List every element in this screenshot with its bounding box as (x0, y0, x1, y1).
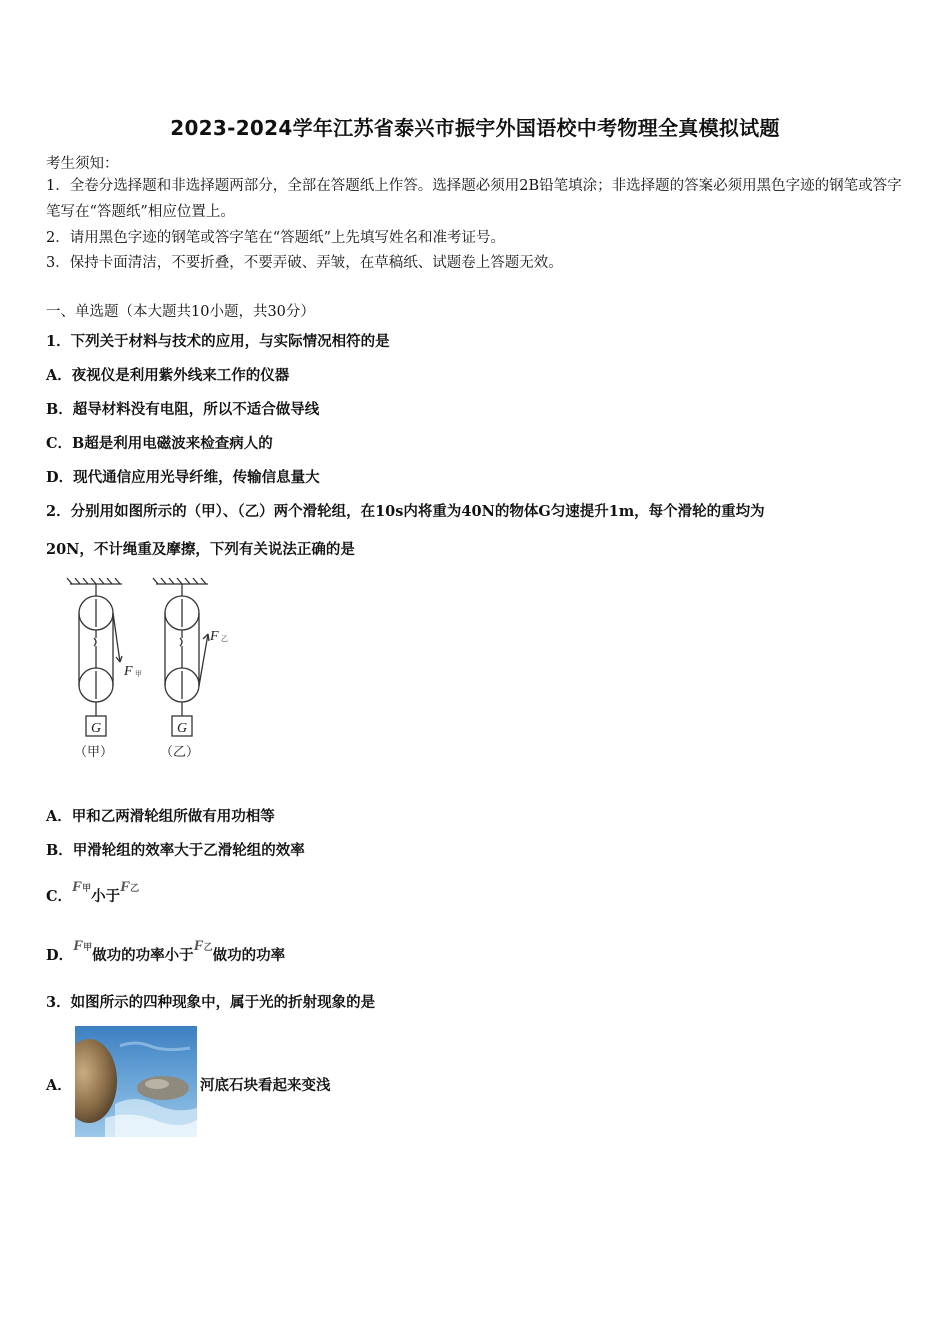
question-2-stem-line1: 2．分别用如图所示的（甲）、（乙）两个滑轮组，在10s内将重为40N的物体G匀速提升1m，每个滑轮的重均为 (46, 503, 765, 520)
pulley-diagram (58, 576, 258, 776)
option-d-text: 做功的功率小于 (92, 947, 194, 964)
sub-yi: 乙 (203, 942, 213, 952)
question-2-option-d (46, 934, 286, 964)
notice-item-1: 1．全卷分选择题和非选择题两部分，全部在答题纸上作答。选择题必须用2B铅笔填涂；非选择题的答案必须用黑色字迹的钢笔或答字笔写在“答题纸”相应位置上。 (46, 178, 902, 220)
question-1-option-b: B．超导材料没有电阻，所以不适合做导线 (46, 401, 320, 418)
block-label-right: G (177, 721, 188, 736)
question-2-stem-line2: 20N，不计绳重及摩擦，下列有关说法正确的是 (46, 541, 355, 558)
sub-yi: 乙 (130, 883, 140, 893)
force-sub-left: 甲 (135, 670, 142, 678)
sub-jia: 甲 (82, 883, 92, 893)
f-symbol: F (120, 879, 131, 895)
question-2-option-c (46, 875, 140, 905)
caption-right: （乙） (160, 745, 200, 760)
question-3-option-a-prefix: A． (46, 1077, 72, 1094)
f-jia-symbol (72, 879, 91, 895)
block-label-left: G (91, 721, 102, 736)
riverbed-stone-photo (75, 1026, 197, 1137)
f-yi-symbol (120, 879, 139, 895)
question-2-option-b: B．甲滑轮组的效率大于乙滑轮组的效率 (46, 842, 305, 859)
question-3-stem: 3．如图所示的四种现象中，属于光的折射现象的是 (46, 994, 376, 1011)
f-symbol: F (193, 938, 204, 954)
option-d-prefix: D． (46, 947, 74, 964)
option-c-prefix: C． (46, 888, 73, 905)
question-2-option-a: A．甲和乙两滑轮组所做有用功相等 (46, 808, 275, 825)
notice-heading: 考生须知： (46, 156, 119, 172)
page-title: 2023-2024学年江苏省泰兴市振宇外国语校中考物理全真模拟试题 (170, 116, 780, 140)
f-symbol: F (72, 879, 83, 895)
question-1-option-d: D．现代通信应用光导纤维，传输信息量大 (46, 469, 320, 486)
sub-jia: 甲 (83, 942, 93, 952)
question-1-option-a: A．夜视仪是利用紫外线来工作的仪器 (46, 367, 290, 384)
pulley-figure (58, 576, 258, 780)
option-d-suffix: 做功的功率 (212, 947, 286, 964)
option-c-text: 小于 (91, 888, 121, 905)
question-1-option-c: C．B超是利用电磁波来检查病人的 (46, 435, 273, 452)
f-yi-symbol (194, 938, 213, 954)
question-3-option-a-text: 河底石块看起来变浅 (200, 1077, 331, 1094)
force-label-right: F (210, 629, 219, 644)
f-jia-symbol (73, 938, 92, 954)
question-1-stem: 1．下列关于材料与技术的应用，与实际情况相符的是 (46, 333, 390, 350)
caption-left: （甲） (74, 745, 114, 760)
section-heading: 一、单选题（本大题共10小题，共30分） (46, 304, 315, 320)
notice-item-3: 3．保持卡面清洁，不要折叠，不要弄破、弄皱，在草稿纸、试题卷上答题无效。 (46, 255, 563, 271)
force-label-left: F (124, 664, 133, 679)
force-sub-right: 乙 (221, 635, 228, 643)
notice-item-2: 2．请用黑色字迹的钢笔或答字笔在“答题纸”上先填写姓名和准考证号。 (46, 230, 506, 246)
f-symbol: F (73, 938, 84, 954)
